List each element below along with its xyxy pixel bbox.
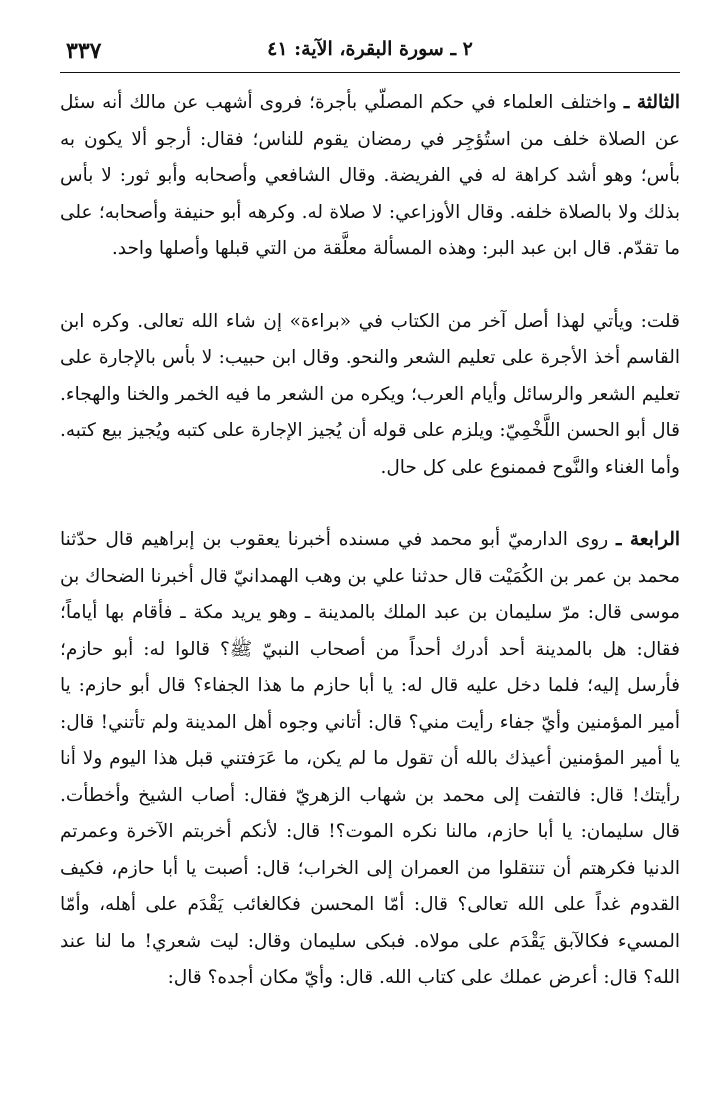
page-number: ٣٣٧ xyxy=(66,38,102,64)
paragraph-text: روى الدارميّ أبو محمد في مسنده أخبرنا يعقوب بن إبراهيم قال حدّثنا محمد بن عمر بن الكُمَيْت قال حدثنا علي بن وهب الهمدانيّ قال أخبرنا الضحاك بن موسى قال: مرّ سليمان بن عبد الملك بالمدينة ـ وهو يريد مكة ـ فأقام بها أياماً؛ فقال: هل بالمدينة أحد أدرك أحداً من أصحاب النبيّ ﷺ؟ قالوا له: أبو حازم؛ فأرسل إليه؛ فلما دخل عليه قال له: يا أبا حازم ما هذا الجفاء؟ قال أبو حازم: يا أمير المؤمنين وأيّ جفاء رأيت مني؟ قال: أتاني وجوه أهل المدينة ولم تأتني! قال: يا أمير المؤمنين أعيذك بالله أن تقول ما لم يكن، ما عَرَفتني قبل هذا اليوم ولا أنا رأيتك! قال: فالتفت إلى محمد بن شهاب الزهريّ فقال: أصاب الشيخ وأخطأت. قال سليمان: يا أبا حازم، مالنا نكره الموت؟! قال: لأنكم أخربتم الآخرة وعمرتم الدنيا فكرهتم أن تنتقلوا من العمران إلى الخراب؛ قال: أصبت يا أبا حازم، فكيف القدوم غداً على الله تعالى؟ قال: أمّا المحسن فكالغائب يَقْدَم على أهله، وأمّا المسيء فكالآبق يَقْدَم على مولاه. فبكى سليمان وقال: ليت شعري! ما لنا عند الله؟ قال: أعرض عملك على كتاب الله. قال: وأيّ مكان أجده؟ قال: xyxy=(60,529,680,988)
paragraph-qultu xyxy=(60,304,680,487)
page-header xyxy=(60,36,680,73)
paragraph-lead: الرابعة ـ xyxy=(616,529,680,550)
paragraph-text: قلت: ويأتي لهذا أصل آخر من الكتاب في «براءة» إن شاء الله تعالى. وكره ابن القاسم أخذ الأجرة على تعليم الشعر والنحو. وقال ابن حبيب: لا بأس بالإجارة على تعليم الشعر والرسائل وأيام العرب؛ ويكره من الشعر ما فيه الخمر والخنا والهجاء. قال أبو الحسن اللَّخْمِيّ: ويلزم على قوله أن يُجيز الإجارة على كتبه ويُجيز بيع كتبه. وأما الغناء والنَّوح فممنوع على كل حال. xyxy=(60,310,680,478)
paragraph-lead: الثالثة ـ xyxy=(623,92,681,113)
paragraph-third xyxy=(60,85,680,268)
document-page xyxy=(60,36,680,997)
paragraph-fourth xyxy=(60,522,680,997)
running-title: ٢ ـ سورة البقرة، الآية: ٤١ xyxy=(267,38,473,60)
paragraph-text: واختلف العلماء في حكم المصلّي بأجرة؛ فروى أشهب عن مالك أنه سئل عن الصلاة خلف من استُؤجِر في رمضان يقوم للناس؛ فقال: أرجو ألا يكون به بأس؛ وهو أشد كراهة له في الفريضة. وقال الشافعي وأصحابه وأبو ثور: لا بأس بذلك ولا بالصلاة خلفه. وقال الأوزاعي: لا صلاة له. وكرهه أبو حنيفة وأصحابه؛ على ما تقدّم. قال ابن عبد البر: وهذه المسألة معلَّقة من التي قبلها وأصلها واحد. xyxy=(60,92,680,259)
